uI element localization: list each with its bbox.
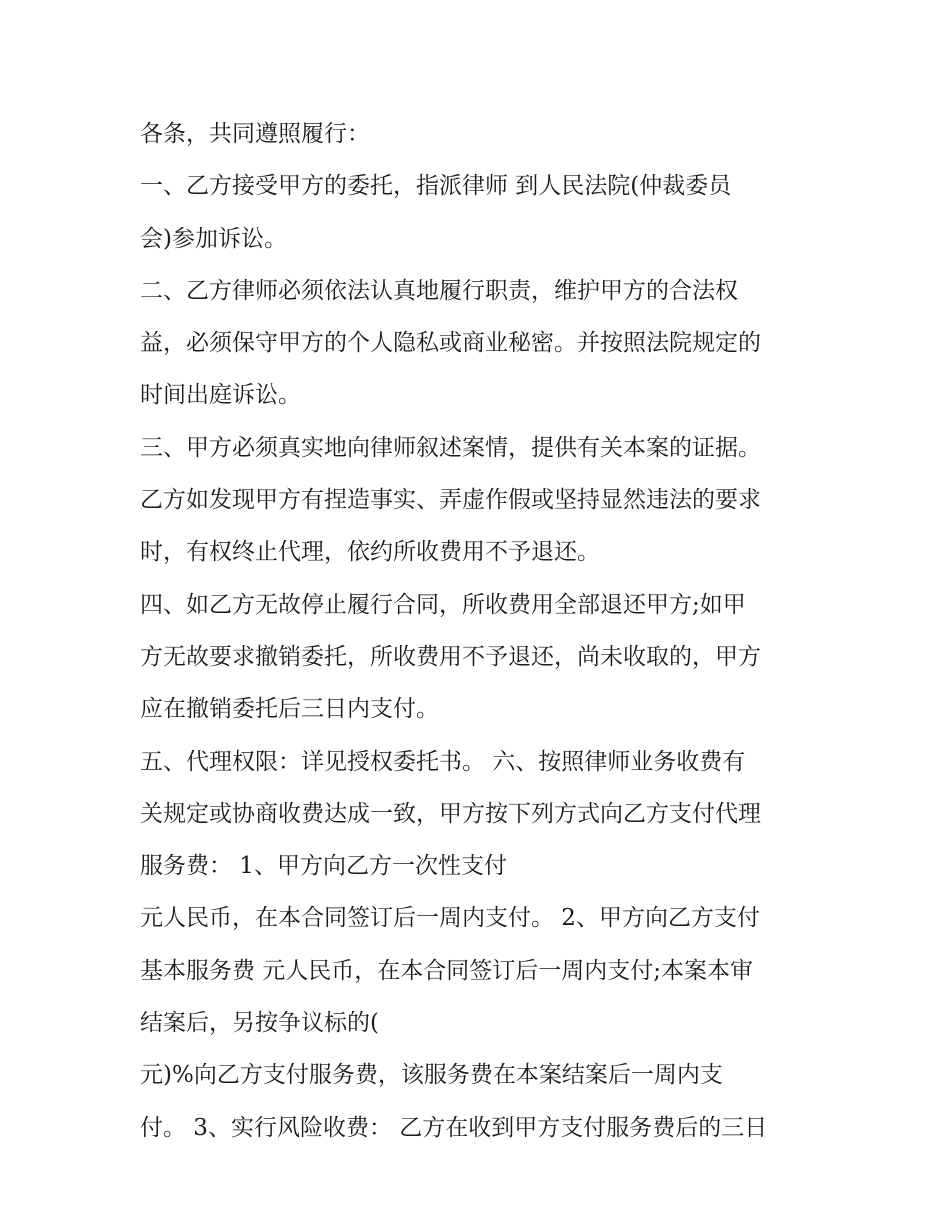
- text-line: 一、乙方接受甲方的委托，指派律师 到人民法院(仲裁委员: [140, 173, 732, 200]
- text-line: 各条，共同遵照履行：: [140, 121, 370, 147]
- text-line: 结案后，另按争议标的(: [140, 1010, 379, 1037]
- text-line: 时，有权终止代理，依约所收费用不予退还。: [140, 539, 600, 566]
- text-line: 益，必须保守甲方的个人隐私或商业秘密。并按照法院规定的: [140, 330, 761, 357]
- text-line: 应在撤销委托后三日内支付。: [140, 696, 439, 723]
- text-line: 服务费： 1、甲方向乙方一次性支付: [140, 853, 507, 880]
- document-body: [140, 108, 820, 1154]
- text-line: 方无故要求撤销委托，所收费用不予退还，尚未收取的，甲方: [140, 643, 761, 670]
- text-line: 四、如乙方无故停止履行合同，所收费用全部退还甲方;如甲: [140, 591, 746, 618]
- text-line: 五、代理权限：详见授权委托书。 六、按照律师业务收费有: [140, 748, 746, 775]
- text-line: 关规定或协商收费达成一致，甲方按下列方式向乙方支付代理: [140, 800, 761, 827]
- text-line: 三、甲方必须真实地向律师叙述案情，提供有关本案的证据。: [140, 434, 761, 461]
- text-line: 元)%向乙方支付服务费，该服务费在本案结案后一周内支: [140, 1062, 723, 1089]
- text-line: 乙方如发现甲方有捏造事实、弄虚作假或坚持显然违法的要求: [140, 487, 761, 514]
- text-line: 二、乙方律师必须依法认真地履行职责，维护甲方的合法权: [140, 277, 738, 304]
- text-line: 基本服务费 元人民币，在本合同签订后一周内支付;本案本审: [140, 957, 754, 984]
- text-line: 元人民币，在本合同签订后一周内支付。 2、甲方向乙方支付: [140, 905, 760, 932]
- text-line: 时间出庭诉讼。: [140, 382, 301, 409]
- text-line: 付。 3、实行风险收费： 乙方在收到甲方支付服务费后的三日: [140, 1114, 768, 1141]
- text-line: 会)参加诉讼。: [140, 225, 287, 252]
